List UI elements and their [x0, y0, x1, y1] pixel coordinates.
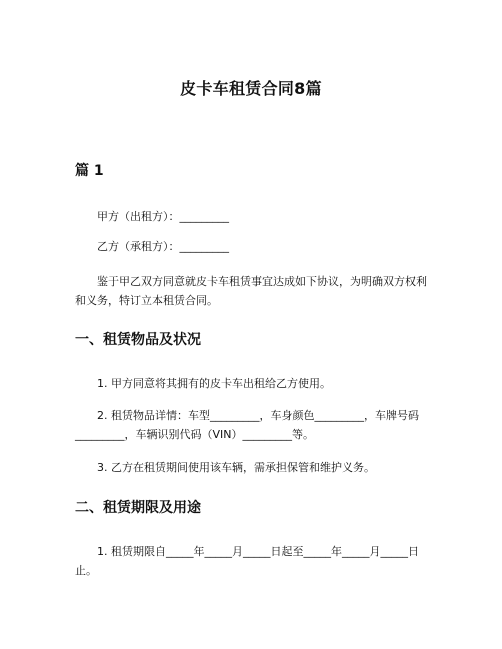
preamble-paragraph: 鉴于甲乙双方同意就皮卡车租赁事宜达成如下协议，为明确双方权利和义务，特订立本租赁合同。	[75, 275, 427, 307]
document-title: 皮卡车租赁合同8篇	[180, 79, 322, 98]
section1-item-1: 1. 甲方同意将其拥有的皮卡车出租给乙方使用。	[97, 377, 331, 390]
section2-heading: 二、租赁期限及用途	[75, 500, 201, 516]
party-b-line: 乙方（承租方）：_________	[97, 240, 229, 253]
section1-item-2: 2. 租赁物品详情：车型_________，车身颜色_________，车牌号码_________，车辆识别代码（VIN）_________等。	[75, 409, 419, 441]
section1-heading: 一、租赁物品及状况	[75, 332, 201, 348]
section2-item-1: 1. 租赁期限自_____年_____月_____日起至_____年_____月_____日止。	[75, 545, 419, 577]
part-heading: 篇 1	[75, 163, 104, 179]
section1-item-3: 3. 乙方在租赁期间使用该车辆，需承担保管和维护义务。	[97, 461, 375, 474]
party-a-line: 甲方（出租方）：_________	[97, 210, 229, 223]
